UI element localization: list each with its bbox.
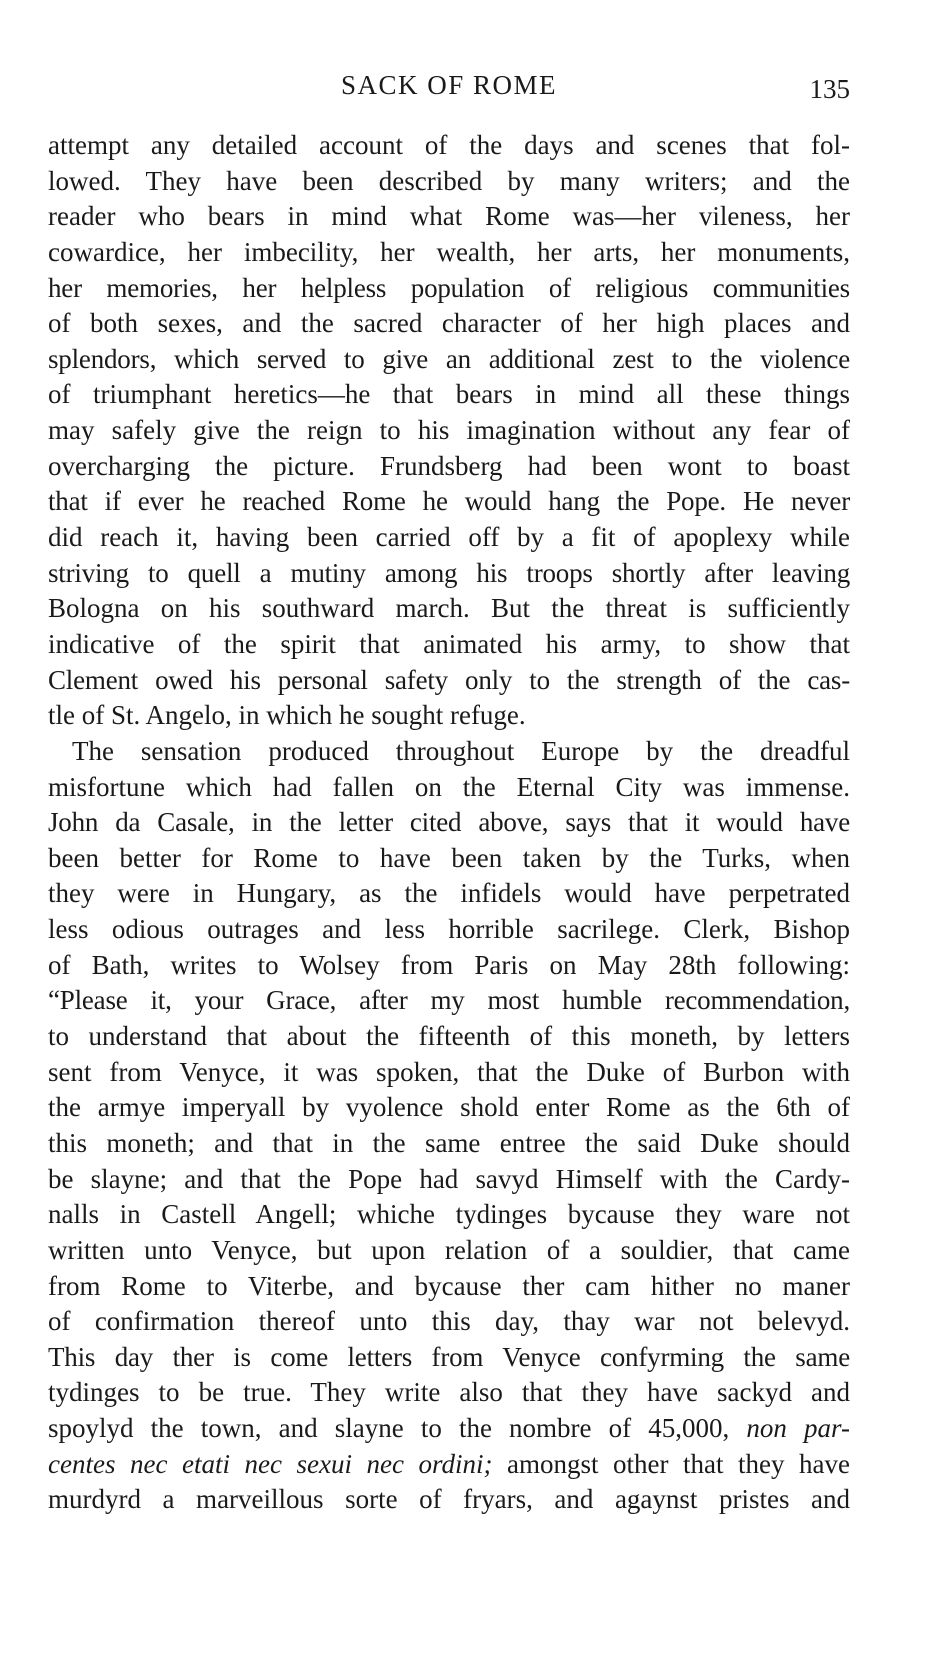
text-line: reader who bears in mind what Rome was—her vileness, her	[48, 201, 850, 232]
text-line: her memories, her helpless population of religious communities	[48, 272, 850, 303]
text-line: John da Casale, in the letter cited above, says that it would have	[48, 807, 850, 838]
running-head	[48, 70, 850, 110]
text-line: indicative of the spirit that animated his army, to show that	[48, 628, 850, 659]
text-line: murdyrd a marveillous sorte of fryars, and agaynst pristes and	[48, 1484, 850, 1515]
text-line: of confirmation thereof unto this day, thay war not belevyd.	[48, 1306, 850, 1337]
text-line: be slayne; and that the Pope had savyd Himself with the Cardy-	[48, 1163, 850, 1194]
text-line: to understand that about the fifteenth of this moneth, by letters	[48, 1021, 850, 1052]
text-line: from Rome to Viterbe, and bycause ther cam hither no maner	[48, 1270, 850, 1301]
text-run: spoylyd the town, and slayne to the nombre of 45,000,	[48, 1413, 730, 1444]
text-line: This day ther is come letters from Venyce confyrming the same	[48, 1341, 850, 1372]
text-line: the armye imperyall by vyolence shold enter Rome as the 6th of	[48, 1092, 850, 1123]
text-line: sent from Venyce, it was spoken, that the Duke of Burbon with	[48, 1056, 850, 1087]
text-line: overcharging the picture. Frundsberg had been wont to boast	[48, 450, 850, 481]
text-line: misfortune which had fallen on the Eternal City was immense.	[48, 771, 850, 802]
text-line: tle of St. Angelo, in which he sought refuge.	[48, 700, 526, 731]
latin-phrase-part2: centes nec etati nec sexui nec ordini;	[48, 1448, 493, 1479]
text-line: splendors, which served to give an additional zest to the violence	[48, 343, 850, 374]
text-line: that if ever he reached Rome he would hang the Pope. He never	[48, 486, 850, 517]
paragraph-first-line: The sensation produced throughout Europe by the dreadful	[72, 735, 850, 766]
text-line: less odious outrages and less horrible sacrilege. Clerk, Bishop	[48, 914, 850, 945]
text-line: tydinges to be true. They write also that they have sackyd and	[48, 1377, 850, 1408]
text-line: lowed. They have been described by many writers; and the	[48, 165, 850, 196]
page-number: 135	[809, 74, 850, 104]
text-line: of triumphant heretics—he that bears in mind all these things	[48, 379, 850, 410]
running-title: SACK OF ROME	[340, 70, 558, 100]
text-line: cowardice, her imbecility, her wealth, her arts, her monuments,	[48, 236, 850, 267]
text-line: of Bath, writes to Wolsey from Paris on May 28th following:	[48, 949, 850, 980]
body-text	[48, 128, 850, 1518]
text-line: nalls in Castell Angell; whiche tydinges bycause they ware not	[48, 1199, 850, 1230]
text-line: Bologna on his southward march. But the threat is sufficiently	[48, 593, 850, 624]
text-line: striving to quell a mutiny among his troops shortly after leaving	[48, 557, 850, 588]
text-line: this moneth; and that in the same entree the said Duke should	[48, 1127, 850, 1158]
text-line: been better for Rome to have been taken by the Turks, when	[48, 842, 850, 873]
text-line: they were in Hungary, as the infidels would have perpetrated	[48, 878, 850, 909]
text-line: attempt any detailed account of the days and scenes that fol-	[48, 130, 850, 160]
text-line	[48, 1411, 850, 1447]
latin-phrase-part1: non par-	[746, 1413, 850, 1444]
text-line: may safely give the reign to his imagination without any fear of	[48, 415, 850, 446]
text-line: “Please it, your Grace, after my most humble recommendation,	[48, 985, 850, 1016]
text-line: did reach it, having been carried off by a fit of apoplexy while	[48, 522, 850, 553]
text-line: of both sexes, and the sacred character of her high places and	[48, 308, 850, 339]
text-line: written unto Venyce, but upon relation of a souldier, that came	[48, 1234, 850, 1265]
text-run: amongst other that they have	[507, 1448, 850, 1479]
text-line: Clement owed his personal safety only to the strength of the cas-	[48, 664, 850, 695]
text-line	[48, 1447, 850, 1483]
